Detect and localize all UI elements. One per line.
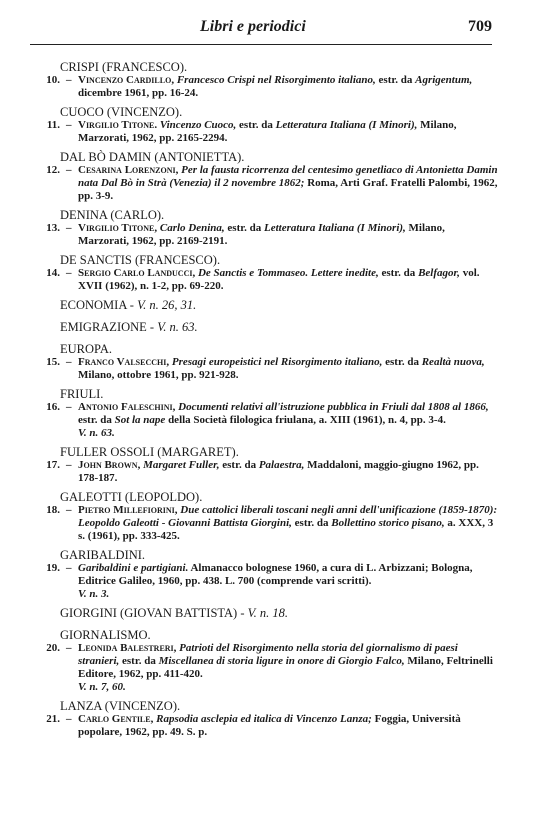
entry-details: estr. da [224,222,264,234]
entry-details: estr. da [119,655,159,667]
entry-cross-ref: V. n. 7, 60. [78,681,126,693]
entry-author: Virgilio Titone. [78,119,158,131]
entry-cross-ref: V. n. 3. [78,588,110,600]
entry-title: Francesco Crispi nel Risorgimento italiano, [176,74,376,86]
subject-heading [30,490,498,504]
entry-title: Per la fausta ricorrenza del centesimo genetliaco di Antonietta Damin nata Dal Bò in Strà (Venezia) il 2 novembre 1862; [78,164,498,189]
bibliography-entry [30,713,498,739]
entry-publication: Letteratura Italiana (I Minori), [275,119,418,131]
entry-dash: – [66,356,72,368]
entry-title: Vincenzo Cuoco, [159,119,237,131]
entry-text [78,713,498,739]
entry-details: estr. da [378,267,419,279]
entry-details: estr. da [78,414,115,426]
entry-number: 21. [46,713,60,725]
entry-dash: – [66,222,72,234]
entry-dash: – [66,74,72,86]
entry-title: Patrioti del Risorgimento nella storia del giornalismo di paesi stranieri, [78,642,458,667]
entry-number: 15. [46,356,60,368]
subject-cross-ref: V. n. 63. [157,320,198,334]
entry-author: Cesarina Lorenzoni, [78,164,179,176]
subject-heading [30,387,498,401]
entry-publication: Agrigentum, [415,74,473,86]
subject-name: GARIBALDINI. [60,548,146,562]
entry-details: estr. da [291,517,332,529]
entry-text [78,267,498,293]
entry-publication-details: a. XXX, 3 s. (1961), pp. 333-425. [78,517,494,542]
entry-dash: – [66,642,72,654]
entry-number: 13. [46,222,60,234]
subject-name: FRIULI. [60,387,104,401]
section-spacer [30,334,498,342]
entry-publication-details: dicembre 1961, pp. 16-24. [78,87,199,99]
subject-heading [30,298,498,312]
entry-publication-details: Milano, Marzorati, 1962, pp. 2169-2191. [78,222,445,247]
entry-title: Documenti relativi all'istruzione pubblica in Friuli dal 1808 al 1866, [178,401,489,413]
subject-heading [30,342,498,356]
bibliography-entry [30,401,498,440]
entry-publication-details: Milano, Feltrinelli Editore, 1962, pp. 411-420. [78,655,493,680]
entry-publication-details: della Società filologica friulana, a. XIII (1961), n. 4, pp. 3-4. [165,414,446,426]
entry-dash: – [66,119,72,131]
entry-text [78,74,498,100]
entry-dash: – [66,459,72,471]
subject-sep: - [146,320,158,334]
entry-author: Virgilio Titone, [78,222,158,234]
bibliography-entry [30,562,498,601]
subject-heading [30,606,498,620]
running-title: Libri e periodici [200,18,306,35]
entry-author: John Brown, [78,459,141,471]
entry-cross-ref: V. n. 63. [78,427,115,439]
entry-number: 18. [46,504,60,516]
bibliography-entry [30,222,498,248]
entry-number: 12. [46,164,60,176]
entry-text [78,401,498,440]
entry-text [78,119,498,145]
entry-title: Margaret Fuller, [143,459,220,471]
bibliography-entry [30,74,498,100]
subject-heading [30,548,498,562]
bibliography-list [30,60,498,744]
subject-name: DE SANCTIS (FRANCESCO). [60,253,221,267]
subject-name: CRISPI (FRANCESCO). [60,60,188,74]
entry-author: Sergio Carlo Landucci, [78,267,196,279]
entry-dash: – [66,164,72,176]
entry-number: 14. [46,267,60,279]
entry-publication: Palaestra, [258,459,305,471]
subject-name: GIORGINI (GIOVAN BATTISTA) [60,606,238,620]
subject-heading [30,699,498,713]
entry-dash: – [66,504,72,516]
entry-dash: – [66,562,72,574]
bibliography-entry [30,459,498,485]
entry-publication-details: Milano, ottobre 1961, pp. 921-928. [78,369,239,381]
bibliography-entry [30,356,498,382]
bibliography-entry [30,119,498,145]
entry-title: Due cattolici liberali toscani negli anni dell'unificazione (1859-1870): Leopoldo Galeotti - Giovanni Battista Giorgini, [78,504,498,529]
entry-dash: – [66,713,72,725]
entry-details: Almanacco bolognese 1960, a cura di L. Arbizzani; Bologna, Editrice Galileo, 1960, pp. 438. L. 700 (comprende vari scritti). [78,562,473,587]
entry-number: 17. [46,459,60,471]
subject-heading [30,253,498,267]
entry-text [78,642,498,694]
subject-sep: - [126,298,138,312]
subject-heading [30,150,498,164]
entry-publication: Miscellanea di storia ligure in onore di Giorgio Falco, [158,655,405,667]
subject-name: ECONOMIA [60,298,127,312]
entry-text [78,562,498,601]
entry-author: Antonio Faleschini, [78,401,176,413]
entry-text [78,356,498,382]
entry-publication-details: vol. XVII (1962), n. 1-2, pp. 69-220. [78,267,480,292]
subject-name: EMIGRAZIONE [60,320,147,334]
entry-text [78,222,498,248]
subject-name: GALEOTTI (LEOPOLDO). [60,490,203,504]
entry-publication: Letteratura Italiana (I Minori), [264,222,406,234]
subject-name: GIORNALISMO. [60,628,151,642]
subject-name: DAL BÒ DAMIN (ANTONIETTA). [60,150,245,164]
section-spacer [30,312,498,320]
entry-publication: Bollettino storico pisano, [331,517,445,529]
entry-author: Franco Valsecchi, [78,356,170,368]
entry-author: Pietro Millefiorini, [78,504,178,516]
entry-number: 16. [46,401,60,413]
subject-heading [30,208,498,222]
entry-number: 20. [46,642,60,654]
entry-publication: Belfagor, [418,267,460,279]
entry-dash: – [66,267,72,279]
header-rule [30,44,492,45]
entry-publication: Sot la nape [114,414,166,426]
entry-details: estr. da [236,119,276,131]
section-spacer [30,620,498,628]
subject-sep: - [237,606,248,620]
entry-number: 11. [46,119,60,131]
subject-heading [30,628,498,642]
bibliography-entry [30,642,498,694]
entry-dash: – [66,401,72,413]
subject-name: DENINA (CARLO). [60,208,165,222]
subject-heading [30,320,498,334]
entry-text [78,504,498,543]
entry-details: estr. da [219,459,259,471]
entry-author: Carlo Gentile, [78,713,154,725]
subject-name: LANZA (VINCENZO). [60,699,181,713]
entry-title: Presagi europeistici nel Risorgimento italiano, [171,356,383,368]
entry-details: Foggia, Università popolare, 1962, pp. 49. S. p. [78,713,461,738]
entry-publication-details: Maddaloni, maggio-giugno 1962, pp. 178-187. [78,459,479,484]
entry-details: estr. da [382,356,422,368]
entry-publication-details: Milano, Marzorati, 1962, pp. 2165-2294. [78,119,457,144]
entry-details: estr. da [375,74,416,86]
entry-title: De Sanctis e Tommaseo. Lettere inedite, [197,267,379,279]
entry-title: Rapsodia asclepia ed italica di Vincenzo Lanza; [156,713,372,725]
subject-heading [30,445,498,459]
entry-author: Vincenzo Cardillo, [78,74,175,86]
entry-number: 10. [46,74,60,86]
entry-number: 19. [46,562,60,574]
subject-cross-ref: V. n. 26, 31. [137,298,197,312]
entry-author: Leonida Balestreri, [78,642,177,654]
bibliography-entry [30,164,498,203]
entry-title: Carlo Denina, [159,222,225,234]
entry-text [78,164,498,203]
subject-heading [30,105,498,119]
bibliography-entry [30,504,498,543]
entry-publication: Realtà nuova, [421,356,485,368]
subject-cross-ref: V. n. 18. [247,606,289,620]
entry-title: Garibaldini e partigiani. [78,562,189,574]
subject-name: FULLER OSSOLI (MARGARET). [60,445,239,459]
subject-name: EUROPA. [60,342,112,356]
entry-details: Roma, Arti Graf. Fratelli Palombi, 1962, pp. 3-9. [78,177,498,202]
page-number: 709 [468,18,492,35]
entry-text [78,459,498,485]
bibliography-entry [30,267,498,293]
subject-heading [30,60,498,74]
subject-name: CUOCO (VINCENZO). [60,105,183,119]
page-header [30,14,492,44]
